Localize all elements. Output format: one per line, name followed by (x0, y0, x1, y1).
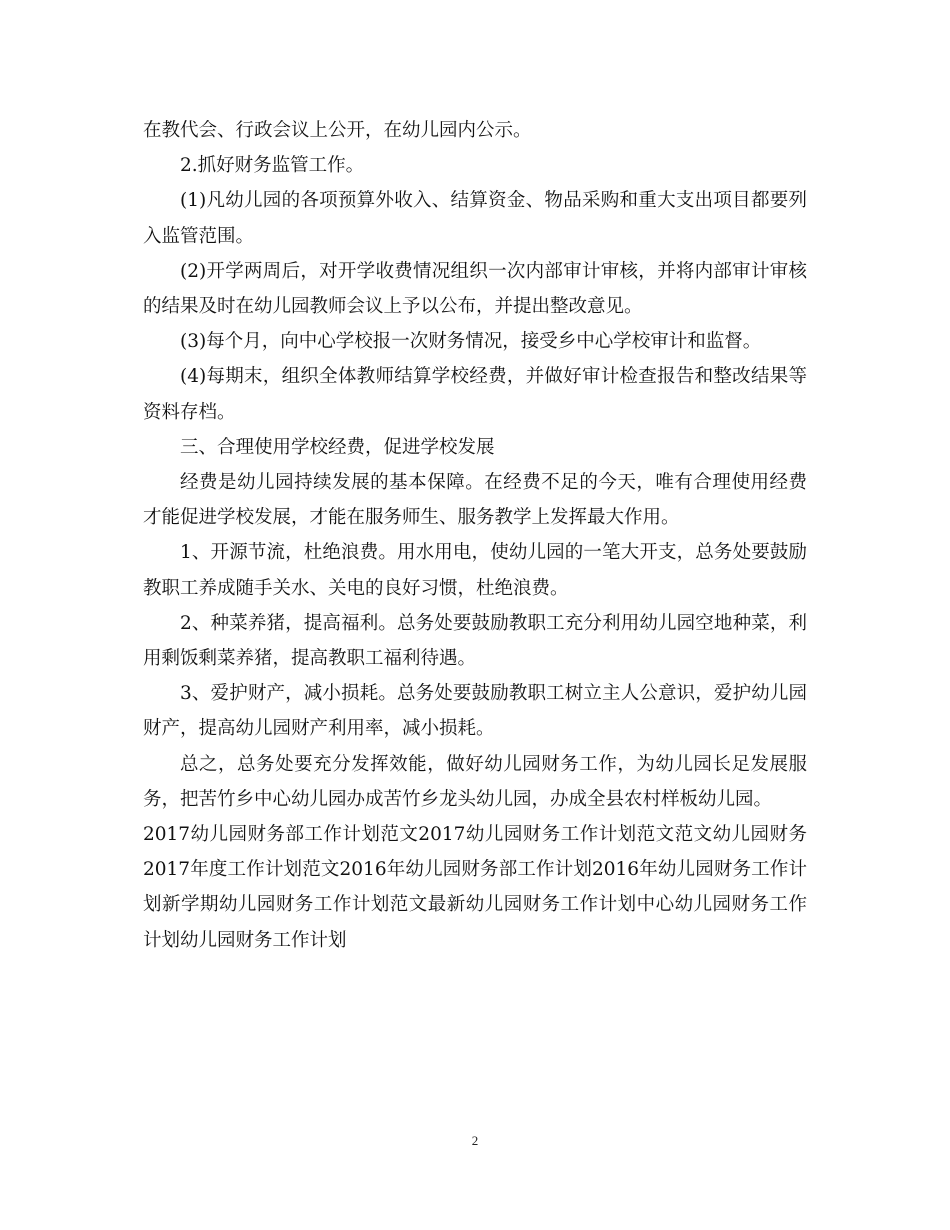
paragraph-heading-finance-supervision: 2.抓好财务监管工作。 (180, 155, 365, 177)
paragraph-item-3: (3)每个月，向中心学校报一次财务情况，接受乡中心学校审计和监督。 (180, 331, 762, 353)
paragraph-related-titles: 2017幼儿园财务部工作计划范文2017幼儿园财务工作计划范文范文幼儿园财务2017年度工作计划范文2016年幼儿园财务部工作计划2016年幼儿园财务工作计划新学期幼儿园财务工作计划范文最新幼儿园财务工作计划中心幼儿园财务工作计划幼儿园财务工作计划 (143, 824, 807, 951)
paragraph-point-3: 3、爱护财产，减小损耗。总务处要鼓励教职工树立主人公意识，爱护幼儿园财产，提高幼儿园财产利用率，减小损耗。 (143, 683, 807, 740)
section-heading-three: 三、合理使用学校经费，促进学校发展 (180, 436, 495, 458)
document-body (143, 113, 807, 958)
paragraph-point-2: 2、种菜养猪，提高福利。总务处要鼓励教职工充分利用幼儿园空地种菜，利用剩饭剩菜养猪，提高教职工福利待遇。 (143, 612, 807, 670)
paragraph-point-1: 1、开源节流，杜绝浪费。用水用电，使幼儿园的一笔大开支，总务处要鼓励教职工养成随手关水、关电的良好习惯，杜绝浪费。 (143, 542, 807, 599)
paragraph-funding-intro: 经费是幼儿园持续发展的基本保障。在经费不足的今天，唯有合理使用经费才能促进学校发展，才能在服务师生、服务教学上发挥最大作用。 (143, 472, 807, 529)
paragraph-item-2: (2)开学两周后，对开学收费情况组织一次内部审计审核，并将内部审计审核的结果及时在幼儿园教师会议上予以公布，并提出整改意见。 (143, 260, 807, 318)
paragraph-conclusion: 总之，总务处要充分发挥效能，做好幼儿园财务工作，为幼儿园长足发展服务，把苦竹乡中心幼儿园办成苦竹乡龙头幼儿园，办成全县农村样板幼儿园。 (143, 753, 807, 810)
page-number: 2 (471, 1133, 479, 1148)
paragraph-continuation: 在教代会、行政会议上公开，在幼儿园内公示。 (143, 120, 532, 141)
paragraph-item-4: (4)每期末，组织全体教师结算学校经费，并做好审计检查报告和整改结果等资料存档。 (143, 366, 807, 423)
paragraph-item-1: (1)凡幼儿园的各项预算外收入、结算资金、物品采购和重大支出项目都要列入监管范围。 (143, 190, 807, 247)
